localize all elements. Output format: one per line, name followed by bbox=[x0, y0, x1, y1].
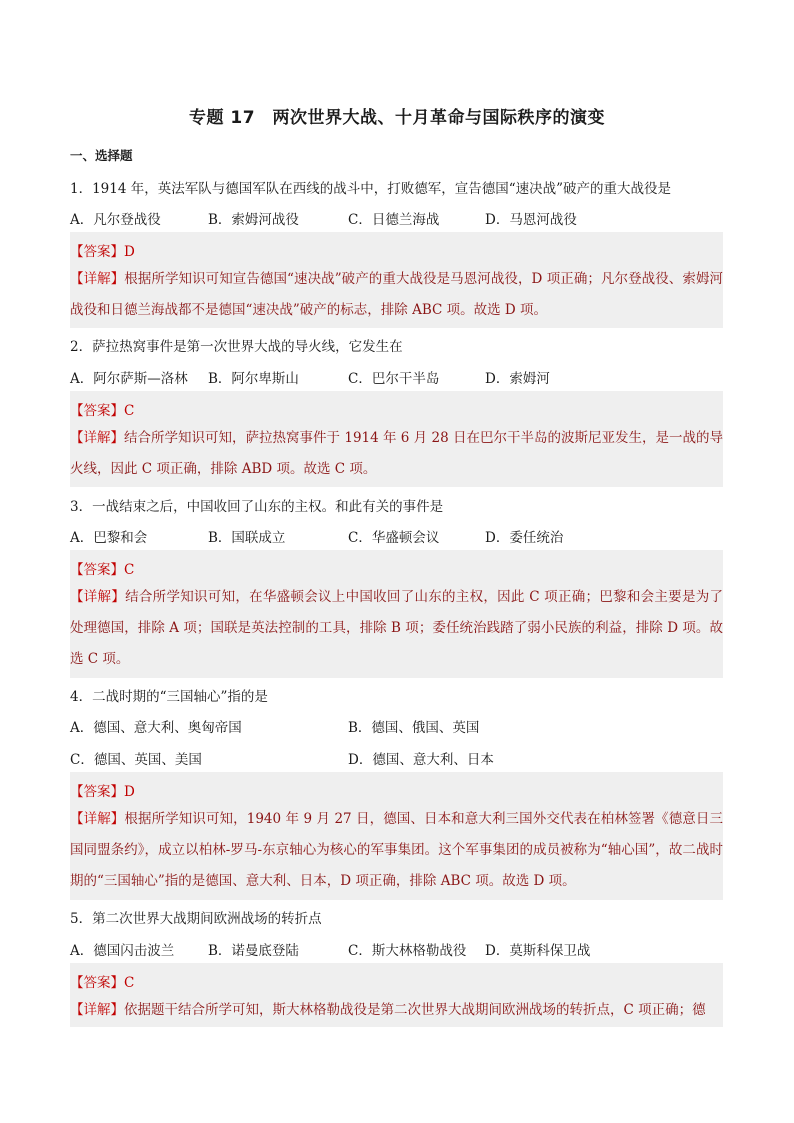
question-4-option-c: C．德国、英国、美国 bbox=[70, 752, 202, 768]
question-5-option-c: C．斯大林格勒战役 bbox=[348, 943, 467, 959]
question-2-answer: 【答案】C bbox=[70, 403, 135, 419]
question-4-option-d: D．德国、意大利、日本 bbox=[348, 752, 494, 768]
question-5-option-d: D．莫斯科保卫战 bbox=[485, 943, 591, 959]
question-4-detail bbox=[70, 804, 723, 897]
detail-text: 依据题干结合所学可知，斯大林格勒战役是第二次世界大战期间欧洲战场的转折点，C 项正确；德 bbox=[124, 1002, 706, 1018]
detail-text: 根据所学知识可知，1940 年 9 月 27 日，德国、日本和意大利三国外交代表在柏林签署《德意日三国同盟条约》，成立以柏林-罗马-东京轴心为核心的军事集团。这个军事集团的成员被称为“轴心国”，故二战时期的“三国轴心”指的是德国、意大利、日本，D 项正确，排除 ABC 项。故选 D 项。 bbox=[70, 811, 723, 889]
question-2-detail bbox=[70, 423, 723, 485]
question-4-answer: 【答案】D bbox=[70, 784, 135, 800]
question-4-option-a: A．德国、意大利、奥匈帝国 bbox=[70, 720, 242, 736]
detail-text: 根据所学知识可知宣告德国“速决战”破产的重大战役是马恩河战役，D 项正确；凡尔登战役、索姆河战役和日德兰海战都不是德国“速决战”破产的标志，排除 ABC 项。故选 D 项。 bbox=[70, 271, 724, 318]
question-1-option-c: C．日德兰海战 bbox=[348, 212, 440, 228]
question-4-stem: 4．二战时期的“三国轴心”指的是 bbox=[70, 689, 268, 705]
question-2-stem: 2．萨拉热窝事件是第一次世界大战的导火线，它发生在 bbox=[70, 339, 403, 355]
question-2-option-b: B．阿尔卑斯山 bbox=[208, 371, 299, 387]
question-2-option-a: A．阿尔萨斯—洛林 bbox=[70, 371, 188, 387]
question-1-stem: 1．1914 年，英法军队与德国军队在西线的战斗中，打败德军，宣告德国“速决战”破产的重大战役是 bbox=[70, 181, 672, 197]
detail-text: 结合所学知识可知，萨拉热窝事件于 1914 年 6 月 28 日在巴尔干半岛的波斯尼亚发生，是一战的导火线，因此 C 项正确，排除 ABD 项。故选 C 项。 bbox=[70, 430, 724, 477]
question-3-option-d: D．委任统治 bbox=[485, 530, 564, 546]
question-1-option-d: D．马恩河战役 bbox=[485, 212, 577, 228]
question-3-option-b: B．国联成立 bbox=[208, 530, 286, 546]
section-heading: 一、选择题 bbox=[70, 148, 133, 163]
document-title: 专题 17 两次世界大战、十月革命与国际秩序的演变 bbox=[188, 108, 606, 128]
question-2-option-c: C．巴尔干半岛 bbox=[348, 371, 440, 387]
question-2-option-d: D．索姆河 bbox=[485, 371, 550, 387]
detail-label: 【详解】 bbox=[70, 271, 125, 287]
question-3-detail bbox=[70, 582, 723, 675]
question-5-answer: 【答案】C bbox=[70, 975, 135, 991]
detail-label: 【详解】 bbox=[70, 811, 125, 827]
question-4-option-b: B．德国、俄国、英国 bbox=[348, 720, 480, 736]
question-3-option-c: C．华盛顿会议 bbox=[348, 530, 440, 546]
detail-text: 结合所学知识可知，在华盛顿会议上中国收回了山东的主权，因此 C 项正确；巴黎和会主要是为了处理德国，排除 A 项；国联是英法控制的工具，排除 B 项；委任统治践踏了弱小民族的利益，排除 D 项。故选 C 项。 bbox=[70, 589, 724, 667]
detail-label: 【详解】 bbox=[70, 589, 126, 605]
question-3-answer: 【答案】C bbox=[70, 562, 135, 578]
question-5-option-a: A．德国闪击波兰 bbox=[70, 943, 175, 959]
detail-label: 【详解】 bbox=[70, 1002, 124, 1018]
question-5-stem: 5．第二次世界大战期间欧洲战场的转折点 bbox=[70, 911, 322, 927]
question-1-option-a: A．凡尔登战役 bbox=[70, 212, 161, 228]
question-1-answer: 【答案】D bbox=[70, 244, 135, 260]
detail-label: 【详解】 bbox=[70, 430, 125, 446]
question-5-detail bbox=[70, 995, 723, 1026]
question-5-option-b: B．诺曼底登陆 bbox=[208, 943, 299, 959]
question-1-option-b: B．索姆河战役 bbox=[208, 212, 299, 228]
question-3-stem: 3．一战结束之后，中国收回了山东的主权。和此有关的事件是 bbox=[70, 499, 444, 515]
question-1-detail bbox=[70, 264, 723, 326]
question-3-option-a: A．巴黎和会 bbox=[70, 530, 148, 546]
